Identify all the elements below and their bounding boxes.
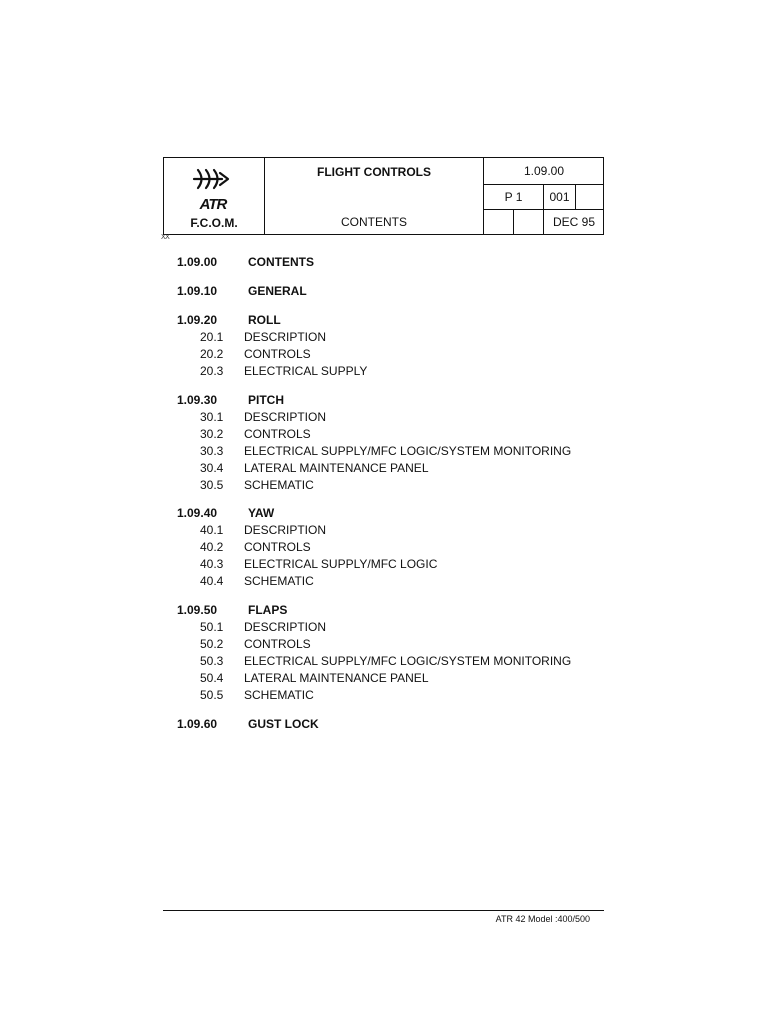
item-number: 30.3 [200,444,224,458]
contents-item [200,461,429,475]
item-number: 50.3 [200,654,224,668]
blank-cell [514,210,544,234]
item-title: LATERAL MAINTENANCE PANEL [244,461,429,475]
contents-section [177,393,284,407]
item-title: CONTROLS [244,540,311,554]
atr-logo-text: ATR [199,196,227,213]
item-number: 20.1 [200,330,224,344]
contents-item [200,523,326,537]
blank-cell [484,210,514,234]
section-number: 1.09.60 [177,717,218,731]
section-title: CONTENTS [248,255,314,269]
section-number: 1.09.30 [177,393,218,407]
contents-item [200,364,367,378]
contents-item [200,427,311,441]
item-title: CONTROLS [244,427,311,441]
contents-item [200,347,311,361]
item-title: DESCRIPTION [244,410,327,424]
contents-item [200,654,571,668]
section-title: GENERAL [248,284,307,298]
item-number: 40.3 [200,557,224,571]
contents-item [200,478,314,492]
contents-section [177,506,274,520]
manual-name: F.C.O.M. [190,216,238,230]
contents-item [200,540,311,554]
footer-model: ATR 42 Model :400/500 [495,914,590,924]
item-number: 40.4 [200,574,224,588]
item-number: 30.5 [200,478,224,492]
section-number: 1.09.00 [177,255,218,269]
item-number: 50.5 [200,688,224,702]
item-number: 30.1 [200,410,224,424]
contents-section [177,313,281,327]
atr-arrows-logo-icon [192,164,234,194]
item-title: SCHEMATIC [244,478,314,492]
item-number: 40.2 [200,540,224,554]
section-number: 1.09.50 [177,603,218,617]
page-row [484,185,604,210]
item-number: 30.4 [200,461,224,475]
item-title: ELECTRICAL SUPPLY/MFC LOGIC [244,557,438,571]
item-title: LATERAL MAINTENANCE PANEL [244,671,429,685]
item-title: ELECTRICAL SUPPLY/MFC LOGIC/SYSTEM MONITORING [244,654,572,668]
contents-item [200,330,326,344]
section-number: 1.09.40 [177,506,218,520]
section-number: 1.09.10 [177,284,218,298]
contents-item [200,410,326,424]
section-title: PITCH [248,393,284,407]
contents-section [177,284,307,298]
section-title: FLAPS [248,603,288,617]
contents-section [177,255,314,269]
page-header [163,157,604,235]
item-number: 50.4 [200,671,224,685]
contents-item [200,671,429,685]
section-title: CONTENTS [341,215,407,229]
contents-item [200,557,437,571]
title-cell [265,158,484,234]
section-title: YAW [248,506,275,520]
chapter-title: FLIGHT CONTROLS [317,165,431,179]
contents-item [200,637,311,651]
item-number: 40.1 [200,523,224,537]
item-number: 50.1 [200,620,224,634]
item-number: 20.3 [200,364,224,378]
item-title: CONTROLS [244,347,311,361]
item-number: 20.2 [200,347,224,361]
item-title: DESCRIPTION [244,330,327,344]
date-row [484,210,604,234]
revision-date: DEC 95 [552,215,596,229]
item-title: CONTROLS [244,637,311,651]
section-number: 1.09.20 [177,313,218,327]
contents-item [200,574,314,588]
margin-mark: XX [161,234,170,241]
reference-cell [484,158,604,234]
item-title: SCHEMATIC [244,688,314,702]
item-number: 30.2 [200,427,224,441]
blank-cell [576,185,604,209]
section-title: ROLL [248,313,281,327]
sequence-number: 001 [544,185,576,209]
logo-cell [164,158,265,234]
page-number: P 1 [484,185,544,209]
section-title: GUST LOCK [248,717,319,731]
item-number: 50.2 [200,637,224,651]
item-title: ELECTRICAL SUPPLY/MFC LOGIC/SYSTEM MONITORING [244,444,572,458]
contents-item [200,444,571,458]
item-title: ELECTRICAL SUPPLY [244,364,368,378]
item-title: DESCRIPTION [244,523,327,537]
contents-section [177,603,287,617]
footer-rule [163,910,604,911]
contents-item [200,620,326,634]
reference-number: 1.09.00 [484,158,604,185]
item-title: SCHEMATIC [244,574,314,588]
contents-section [177,717,319,731]
item-title: DESCRIPTION [244,620,327,634]
contents-item [200,688,314,702]
